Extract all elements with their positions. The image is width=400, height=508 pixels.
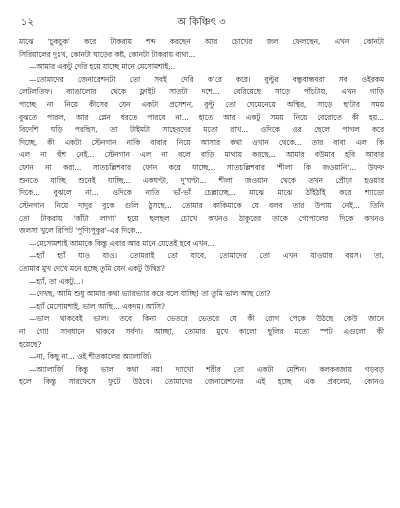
text-line: সিরিয়ালের দুঃখ, কোনটা ঘাড়ের কষ্ট, কোনটা টাকরায় ব্যথা... (19, 49, 196, 59)
text-line: —হ্যাঁ হ্যাঁ যাও যাও। তোমরাই তো যাবে, তোমাদের তো এখন যাওয়ার বয়স। তা, (29, 251, 384, 261)
text-line: দিচ্ছে, কী একটা স্টেনগান নাকি বাবার নিয়ে আসার কথা ওখান থেকে... তার বাবা এল কি (19, 137, 384, 147)
text-line: মাঝে 'চুকচুক' করে টাকরায় শব্দ করছেন আর চোখের জল ফেলছেন, এখন কোনটা (19, 37, 384, 46)
text-line: —মেসোমশাই আমাকে কিন্তু এবার আর মানে যেতেই হবে এখন... (29, 238, 215, 248)
book-title: অ কিঞ্চিৎ ৩ (177, 17, 226, 28)
text-line: পাচ্ছে না নিয়ে কীসের যেন একটা প্রসেশন, বুল্টু তো ঘেমেনেয়ে অস্থির, সাড়ে ছ'টার সময় (19, 100, 384, 110)
text-line: জলসা খুলে রিপিট 'পুণ্যিপুকুর'-এর দিকে... (19, 226, 143, 236)
text-line: —ভাল থাকবেই ভাল। তবে কিনা ভেতরে ভেতরে যে কী রোগ পেকে উঠছে কেউ জানে (29, 314, 384, 324)
text-line: —অ্যালার্জি কিন্তু ভাল কথা নয়! দ্যাখো শরীর তো একটা মেশিন। কলকবজায় গড়বড় (29, 364, 384, 374)
text-line: দিকে... বুঝলে না... ওদিকে নাতি ভাঁ-ভাঁ চেল্লাচ্ছে... মাঝে মাঝে ঠাঁইঠাঁই করে শ্যাডো (19, 188, 384, 198)
text-line: বুঝতে পারল, আর প্লেন ধরতে পারবে না... হাতে আর একটু সময় নিয়ে বেরোতে কী হয়... (19, 112, 384, 122)
text-line: তোমার মুখ দেখে মনে হচ্ছে তুমি যেন একটু উদ্বিগ্ন? (19, 263, 165, 273)
text-line: হলে কিন্তু সারফেসে ফুটে উঠবে। তোমাদের জেনারেশনের এই হচ্ছে এক প্রবলেম, কোনও (19, 377, 384, 387)
text-line: ফোন না করা... সাতচল্লিশবার ফোন করে যাচ্ছে... সাতচল্লিশবার 'শীলা কি জওয়ানি'... উফফ (19, 163, 384, 173)
body-text (19, 36, 384, 389)
text-line: —আমার একটু দেরি হয়ে যাচ্ছে মানে মেসোমশাই... (29, 62, 176, 72)
text-line: —হ্যাঁ মেসোমশাই, ভাল আছি... একদম। আসি? (29, 301, 165, 311)
text-line: স্টেনগান নিয়ে দাদুর বুকে গুলি ঠুসছে... তোমার কাকিমাকে যে বলব তার উপায় নেই... তিনি (19, 200, 384, 210)
text-line: লেটলতিফ। ব্যাঙালোর থেকে ফ্লাইট সাতটা দশে... বেরিয়েছে সাড়ে পাঁচটায়, এখন গাড়ি (19, 87, 384, 97)
text-line: বিদেশি ঘড়ি পরছিস, তা টাইমটা সাহেবদের মতো রাখ... ওদিকে ওর ছেলে পাগল করে (19, 125, 384, 135)
running-head (19, 14, 384, 32)
text-line: তো টাকরায় 'কাঁটা লাগা' হয়ে ছলছল চোখে কখনও ঠাকুরের তাকে গোপালের দিকে কখনও (19, 213, 384, 223)
text-line: —দেখছ, আমি শুধু আমার কথা ভ্যারভ্যার করে বলে যাচ্ছি! তা তুমি ভাল আছ তো? (29, 289, 271, 299)
text-line: এল না হুঁশ নেই... স্টেনগান এল না বলে বাড়ি মাথায় করছে... আমার বউমার হবি আবার (19, 150, 384, 160)
text-line: —তোমাদের জেনারেশনটা তো সবই দেরি ক'রে করে। বুল্টুর বন্ধুবান্ধবরা সব ওইরকম (29, 74, 384, 84)
text-line: না গো! সাবধানে থাকবে সর্বদা। আচ্ছা, তোমার মুখে কালো ছুলির মতো স্পট এগুলো কী (19, 327, 384, 337)
page-number: ১২ (21, 17, 34, 28)
text-line: —হ্যাঁ, তা একটু...। (29, 276, 84, 286)
text-line: —না, কিছু না... ওই শীতকালের অ্যালার্জি। (29, 352, 152, 362)
text-line: শুনতে যাচ্ছি শুনেই যাচ্ছি... একঘণ্টা, দু'ঘণ্টা... শীলা জওয়ান থেকে তখন প্রৌঢ়া হওয়ার (19, 175, 384, 185)
text-line: হয়েছে? (19, 339, 42, 349)
